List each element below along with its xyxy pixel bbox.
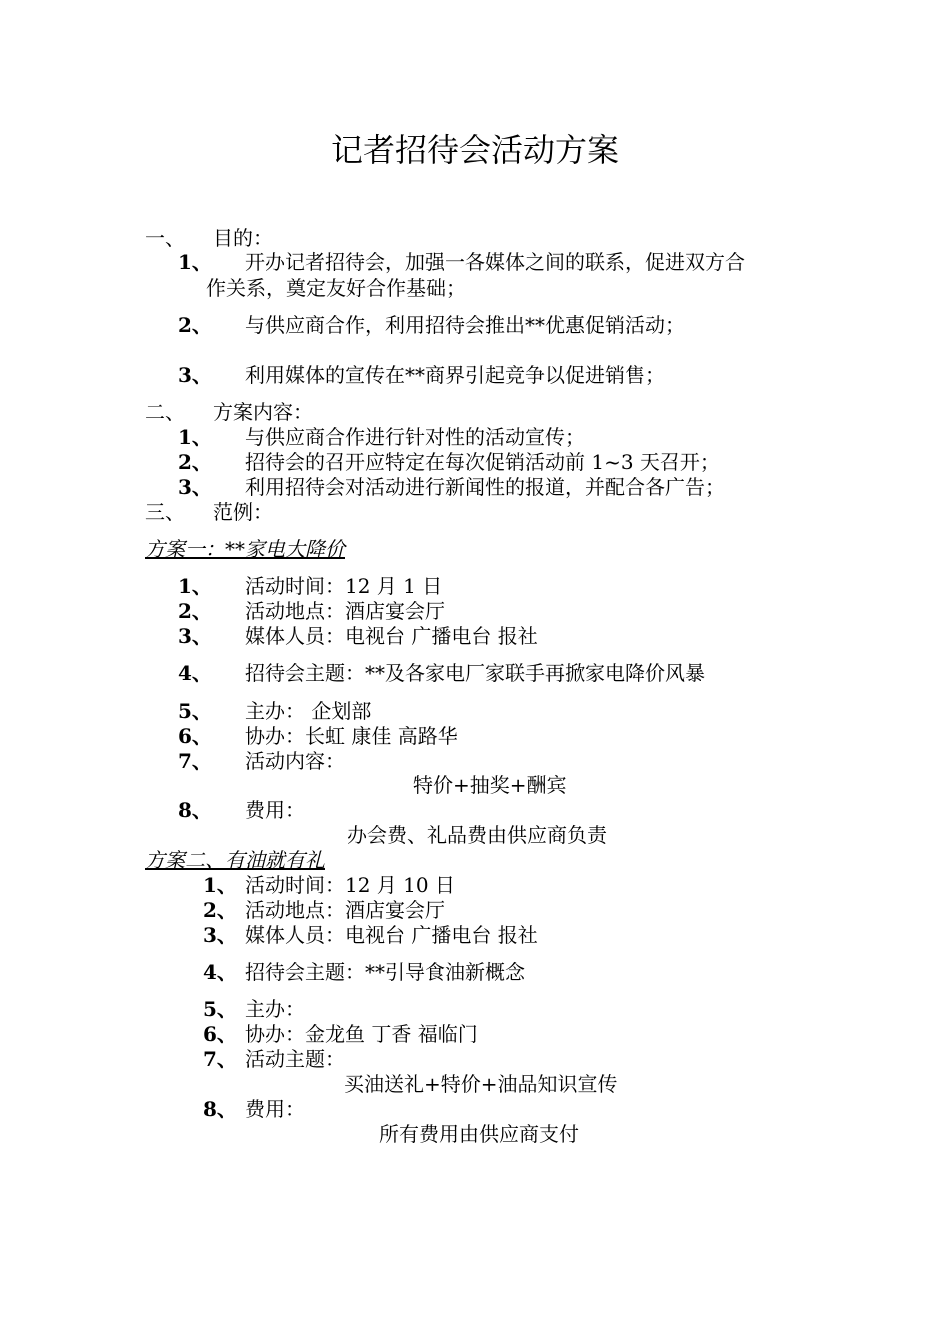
s1-item-1-num: 1、: [178, 250, 212, 274]
section-2-marker: 二、: [145, 400, 185, 424]
p2-item-6-num: 6、: [203, 1022, 237, 1046]
s2-item-1-text: 与供应商合作进行针对性的活动宣传；: [245, 425, 585, 449]
section-3-heading: 范例：: [213, 500, 273, 524]
s2-item-1-num: 1、: [178, 425, 212, 449]
s2-item-3-num: 3、: [178, 475, 212, 499]
p1-fee-detail: 办会费、礼品费由供应商负责: [347, 823, 607, 847]
p1-item-6-text: 协办：长虹 康佳 高路华: [245, 724, 458, 748]
p2-item-4-text: 招待会主题：**引导食油新概念: [245, 960, 525, 984]
p2-item-8-text: 费用：: [245, 1097, 305, 1121]
section-3-marker: 三、: [145, 500, 185, 524]
document-title: 记者招待会活动方案: [330, 131, 619, 169]
p2-item-5-text: 主办：: [245, 997, 305, 1021]
p1-item-4-text: 招待会主题：**及各家电厂家联手再掀家电降价风暴: [245, 661, 705, 685]
p1-item-6-num: 6、: [178, 724, 212, 748]
p1-item-5-text: 主办： 企划部: [245, 699, 372, 723]
p1-item-3-text: 媒体人员：电视台 广播电台 报社: [245, 624, 538, 648]
s2-item-2-text: 招待会的召开应特定在每次促销活动前 1~3 天召开；: [245, 450, 720, 474]
s2-item-2-num: 2、: [178, 450, 212, 474]
p2-fee-detail: 所有费用由供应商支付: [379, 1122, 579, 1146]
s2-item-3-text: 利用招待会对活动进行新闻性的报道，并配合各广告；: [245, 475, 725, 499]
s1-item-1-text-line1: 开办记者招待会，加强一各媒体之间的联系，促进双方合: [245, 250, 745, 274]
p1-item-8-text: 费用：: [245, 798, 305, 822]
p1-item-3-num: 3、: [178, 624, 212, 648]
section-1-marker: 一、: [145, 226, 185, 250]
p1-item-1-text: 活动时间：12 月 1 日: [245, 574, 443, 598]
s1-item-3-text: 利用媒体的宣传在**商界引起竞争以促进销售；: [245, 363, 665, 387]
p2-item-1-text: 活动时间：12 月 10 日: [245, 873, 455, 897]
p2-item-7-text: 活动主题：: [245, 1047, 345, 1071]
p1-item-7-text: 活动内容：: [245, 749, 345, 773]
s1-item-1-text-line2: 作关系，奠定友好合作基础；: [206, 276, 466, 300]
p2-item-2-text: 活动地点：酒店宴会厅: [245, 898, 445, 922]
p1-item-2-text: 活动地点：酒店宴会厅: [245, 599, 445, 623]
s1-item-3-num: 3、: [178, 363, 212, 387]
p1-content-detail: 特价+抽奖+酬宾: [413, 773, 567, 797]
plan-1-heading: 方案一：**家电大降价: [145, 537, 345, 561]
p2-item-4-num: 4、: [203, 960, 237, 984]
p2-item-2-num: 2、: [203, 898, 237, 922]
s1-item-2-text: 与供应商合作，利用招待会推出**优惠促销活动；: [245, 313, 685, 337]
p1-item-4-num: 4、: [178, 661, 212, 685]
p2-item-5-num: 5、: [203, 997, 237, 1021]
plan-2-heading: 方案二、有油就有礼: [145, 848, 325, 872]
p2-item-7-num: 7、: [203, 1047, 237, 1071]
p1-item-1-num: 1、: [178, 574, 212, 598]
section-1-heading: 目的：: [213, 226, 273, 250]
section-2-heading: 方案内容：: [213, 400, 313, 424]
p1-item-7-num: 7、: [178, 749, 212, 773]
p2-item-6-text: 协办：金龙鱼 丁香 福临门: [245, 1022, 478, 1046]
p1-item-8-num: 8、: [178, 798, 212, 822]
p2-item-8-num: 8、: [203, 1097, 237, 1121]
p2-theme-detail: 买油送礼+特价+油品知识宣传: [344, 1072, 618, 1096]
p2-item-3-text: 媒体人员：电视台 广播电台 报社: [245, 923, 538, 947]
p2-item-1-num: 1、: [203, 873, 237, 897]
s1-item-2-num: 2、: [178, 313, 212, 337]
p1-item-5-num: 5、: [178, 699, 212, 723]
p2-item-3-num: 3、: [203, 923, 237, 947]
p1-item-2-num: 2、: [178, 599, 212, 623]
